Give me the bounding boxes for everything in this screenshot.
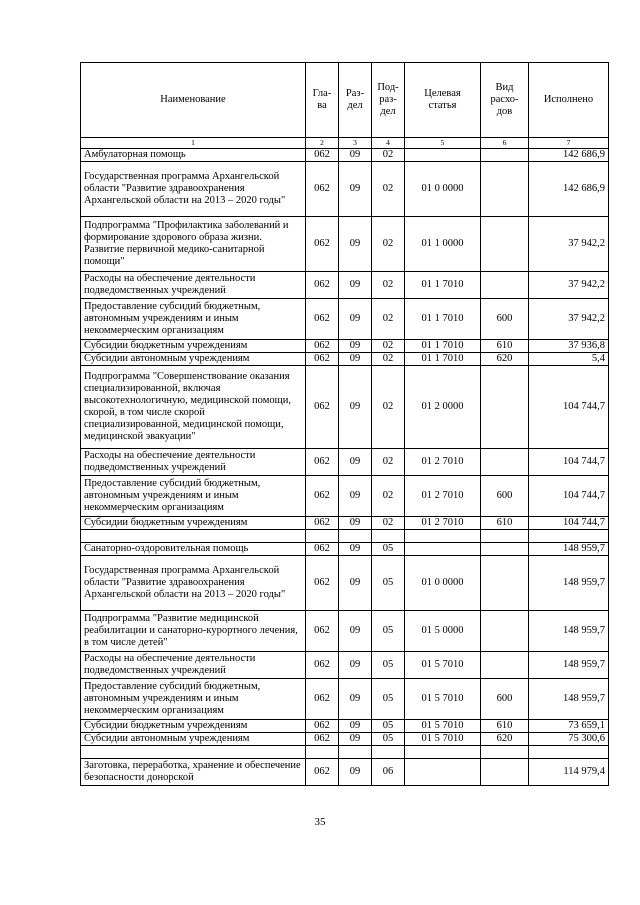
table-row	[81, 162, 609, 217]
spacer-row	[81, 530, 609, 543]
row-podrazdel: 05	[372, 733, 405, 746]
row-razdel: 09	[339, 449, 372, 476]
row-razdel: 09	[339, 652, 372, 679]
row-tselevaya: 01 0 0000	[405, 556, 481, 611]
row-name: Предоставление субсидий бюджетным, автономным учреждениям и иным некоммерческим организациям	[81, 476, 306, 517]
header-glava: Гла- ва	[306, 63, 339, 138]
row-podrazdel: 06	[372, 759, 405, 786]
column-number: 4	[372, 138, 405, 149]
row-value: 104 744,7	[529, 449, 609, 476]
row-razdel: 09	[339, 353, 372, 366]
row-tselevaya: 01 1 7010	[405, 340, 481, 353]
row-value: 148 959,7	[529, 543, 609, 556]
row-value: 142 686,9	[529, 149, 609, 162]
table-row	[81, 476, 609, 517]
row-value: 37 942,2	[529, 299, 609, 340]
row-name: Предоставление субсидий бюджетным, автономным учреждениям и иным некоммерческим организациям	[81, 299, 306, 340]
row-value: 148 959,7	[529, 556, 609, 611]
table-body	[81, 149, 609, 786]
row-vid: 600	[481, 299, 529, 340]
header-podrazdel: Под- раз- дел	[372, 63, 405, 138]
table-row	[81, 556, 609, 611]
header-name: Наименование	[81, 63, 306, 138]
row-tselevaya: 01 2 0000	[405, 366, 481, 449]
row-podrazdel: 05	[372, 720, 405, 733]
row-vid	[481, 272, 529, 299]
column-number-row	[81, 138, 609, 149]
row-tselevaya: 01 5 7010	[405, 733, 481, 746]
row-vid	[481, 652, 529, 679]
column-number: 5	[405, 138, 481, 149]
row-podrazdel: 05	[372, 556, 405, 611]
row-glava: 062	[306, 759, 339, 786]
row-podrazdel: 05	[372, 679, 405, 720]
row-glava: 062	[306, 543, 339, 556]
header-ispolneno: Исполнено	[529, 63, 609, 138]
row-vid	[481, 366, 529, 449]
table-row	[81, 340, 609, 353]
row-value: 37 942,2	[529, 217, 609, 272]
row-podrazdel: 05	[372, 543, 405, 556]
row-name: Амбулаторная помощь	[81, 149, 306, 162]
row-glava: 062	[306, 611, 339, 652]
row-tselevaya: 01 2 7010	[405, 476, 481, 517]
row-tselevaya	[405, 759, 481, 786]
spacer-cell	[372, 530, 405, 543]
row-tselevaya: 01 5 0000	[405, 611, 481, 652]
spacer-cell	[481, 530, 529, 543]
row-name: Подпрограмма "Совершенствование оказания специализированной, включая высокотехнологичную, медицинской помощи, скорой, в том числе скорой специализированной, медицинской помощи, медицинской эвакуации"	[81, 366, 306, 449]
row-vid	[481, 149, 529, 162]
row-vid: 600	[481, 476, 529, 517]
table-row	[81, 366, 609, 449]
row-razdel: 09	[339, 340, 372, 353]
page-number: 35	[314, 816, 326, 828]
row-glava: 062	[306, 366, 339, 449]
row-value: 142 686,9	[529, 162, 609, 217]
table-row	[81, 679, 609, 720]
row-razdel: 09	[339, 611, 372, 652]
row-vid	[481, 759, 529, 786]
row-glava: 062	[306, 162, 339, 217]
header-tselevaya: Целевая статья	[405, 63, 481, 138]
row-vid: 620	[481, 733, 529, 746]
row-tselevaya: 01 0 0000	[405, 162, 481, 217]
row-razdel: 09	[339, 543, 372, 556]
row-glava: 062	[306, 272, 339, 299]
row-razdel: 09	[339, 556, 372, 611]
row-name: Подпрограмма "Развитие медицинской реабилитации и санаторно-курортного лечения, в том числе детей"	[81, 611, 306, 652]
row-razdel: 09	[339, 149, 372, 162]
table-row	[81, 733, 609, 746]
row-name: Расходы на обеспечение деятельности подведомственных учреждений	[81, 449, 306, 476]
row-name: Субсидии бюджетным учреждениям	[81, 517, 306, 530]
row-name: Субсидии автономным учреждениям	[81, 733, 306, 746]
header-vid: Вид расхо- дов	[481, 63, 529, 138]
row-tselevaya: 01 5 7010	[405, 720, 481, 733]
column-number: 1	[81, 138, 306, 149]
row-glava: 062	[306, 733, 339, 746]
row-vid: 610	[481, 517, 529, 530]
row-name: Санаторно-оздоровительная помощь	[81, 543, 306, 556]
spacer-cell	[372, 746, 405, 759]
row-glava: 062	[306, 679, 339, 720]
row-value: 75 300,6	[529, 733, 609, 746]
row-razdel: 09	[339, 162, 372, 217]
row-tselevaya: 01 1 0000	[405, 217, 481, 272]
row-vid: 620	[481, 353, 529, 366]
row-glava: 062	[306, 720, 339, 733]
row-podrazdel: 05	[372, 652, 405, 679]
table-row	[81, 652, 609, 679]
row-name: Заготовка, переработка, хранение и обеспечение безопасности донорской	[81, 759, 306, 786]
row-podrazdel: 02	[372, 162, 405, 217]
row-value: 114 979,4	[529, 759, 609, 786]
row-value: 73 659,1	[529, 720, 609, 733]
table-row	[81, 272, 609, 299]
row-podrazdel: 02	[372, 149, 405, 162]
spacer-cell	[339, 530, 372, 543]
spacer-cell	[339, 746, 372, 759]
row-razdel: 09	[339, 679, 372, 720]
row-glava: 062	[306, 149, 339, 162]
table-row	[81, 299, 609, 340]
row-razdel: 09	[339, 299, 372, 340]
row-name: Подпрограмма "Профилактика заболеваний и формирование здорового образа жизни. Развитие первичной медико-санитарной помощи"	[81, 217, 306, 272]
budget-table	[80, 62, 609, 786]
row-value: 104 744,7	[529, 476, 609, 517]
row-value: 148 959,7	[529, 679, 609, 720]
row-tselevaya	[405, 543, 481, 556]
row-value: 104 744,7	[529, 517, 609, 530]
row-name: Субсидии бюджетным учреждениям	[81, 340, 306, 353]
row-glava: 062	[306, 449, 339, 476]
row-name: Расходы на обеспечение деятельности подведомственных учреждений	[81, 652, 306, 679]
row-razdel: 09	[339, 272, 372, 299]
row-vid: 600	[481, 679, 529, 720]
row-razdel: 09	[339, 517, 372, 530]
row-vid	[481, 162, 529, 217]
row-razdel: 09	[339, 366, 372, 449]
row-tselevaya: 01 1 7010	[405, 272, 481, 299]
row-podrazdel: 02	[372, 476, 405, 517]
row-value: 37 936,8	[529, 340, 609, 353]
column-number: 2	[306, 138, 339, 149]
row-razdel: 09	[339, 217, 372, 272]
spacer-cell	[529, 530, 609, 543]
table-row	[81, 759, 609, 786]
spacer-cell	[405, 530, 481, 543]
spacer-cell	[405, 746, 481, 759]
row-vid	[481, 611, 529, 652]
row-razdel: 09	[339, 476, 372, 517]
column-number: 6	[481, 138, 529, 149]
table-row	[81, 543, 609, 556]
row-tselevaya: 01 1 7010	[405, 299, 481, 340]
row-podrazdel: 02	[372, 340, 405, 353]
column-number: 7	[529, 138, 609, 149]
row-vid	[481, 543, 529, 556]
row-podrazdel: 02	[372, 299, 405, 340]
row-vid	[481, 556, 529, 611]
row-vid	[481, 217, 529, 272]
row-podrazdel: 02	[372, 449, 405, 476]
row-value: 37 942,2	[529, 272, 609, 299]
row-glava: 062	[306, 517, 339, 530]
row-razdel: 09	[339, 733, 372, 746]
row-tselevaya: 01 2 7010	[405, 449, 481, 476]
row-vid: 610	[481, 340, 529, 353]
row-podrazdel: 02	[372, 353, 405, 366]
table-row	[81, 217, 609, 272]
spacer-cell	[81, 746, 306, 759]
spacer-cell	[529, 746, 609, 759]
spacer-cell	[306, 746, 339, 759]
header-row	[81, 63, 609, 138]
spacer-cell	[81, 530, 306, 543]
row-value: 5,4	[529, 353, 609, 366]
row-tselevaya: 01 5 7010	[405, 679, 481, 720]
header-razdel: Раз- дел	[339, 63, 372, 138]
row-tselevaya: 01 2 7010	[405, 517, 481, 530]
row-podrazdel: 02	[372, 517, 405, 530]
row-value: 148 959,7	[529, 611, 609, 652]
row-tselevaya: 01 5 7010	[405, 652, 481, 679]
row-name: Государственная программа Архангельской области "Развитие здравоохранения Архангельской области на 2013 – 2020 годы"	[81, 556, 306, 611]
row-name: Государственная программа Архангельской области "Развитие здравоохранения Архангельской области на 2013 – 2020 годы"	[81, 162, 306, 217]
row-glava: 062	[306, 652, 339, 679]
row-glava: 062	[306, 340, 339, 353]
row-value: 104 744,7	[529, 366, 609, 449]
table-row	[81, 517, 609, 530]
row-glava: 062	[306, 476, 339, 517]
row-podrazdel: 02	[372, 217, 405, 272]
row-podrazdel: 05	[372, 611, 405, 652]
row-tselevaya	[405, 149, 481, 162]
table-row	[81, 149, 609, 162]
table-row	[81, 353, 609, 366]
row-name: Предоставление субсидий бюджетным, автономным учреждениям и иным некоммерческим организациям	[81, 679, 306, 720]
column-number: 3	[339, 138, 372, 149]
row-glava: 062	[306, 556, 339, 611]
row-glava: 062	[306, 217, 339, 272]
row-value: 148 959,7	[529, 652, 609, 679]
row-vid: 610	[481, 720, 529, 733]
row-podrazdel: 02	[372, 272, 405, 299]
table-row	[81, 720, 609, 733]
row-glava: 062	[306, 299, 339, 340]
row-name: Расходы на обеспечение деятельности подведомственных учреждений	[81, 272, 306, 299]
row-name: Субсидии автономным учреждениям	[81, 353, 306, 366]
row-vid	[481, 449, 529, 476]
table-row	[81, 611, 609, 652]
row-name: Субсидии бюджетным учреждениям	[81, 720, 306, 733]
row-tselevaya: 01 1 7010	[405, 353, 481, 366]
row-glava: 062	[306, 353, 339, 366]
row-razdel: 09	[339, 720, 372, 733]
spacer-row	[81, 746, 609, 759]
spacer-cell	[306, 530, 339, 543]
row-razdel: 09	[339, 759, 372, 786]
row-podrazdel: 02	[372, 366, 405, 449]
table-row	[81, 449, 609, 476]
spacer-cell	[481, 746, 529, 759]
